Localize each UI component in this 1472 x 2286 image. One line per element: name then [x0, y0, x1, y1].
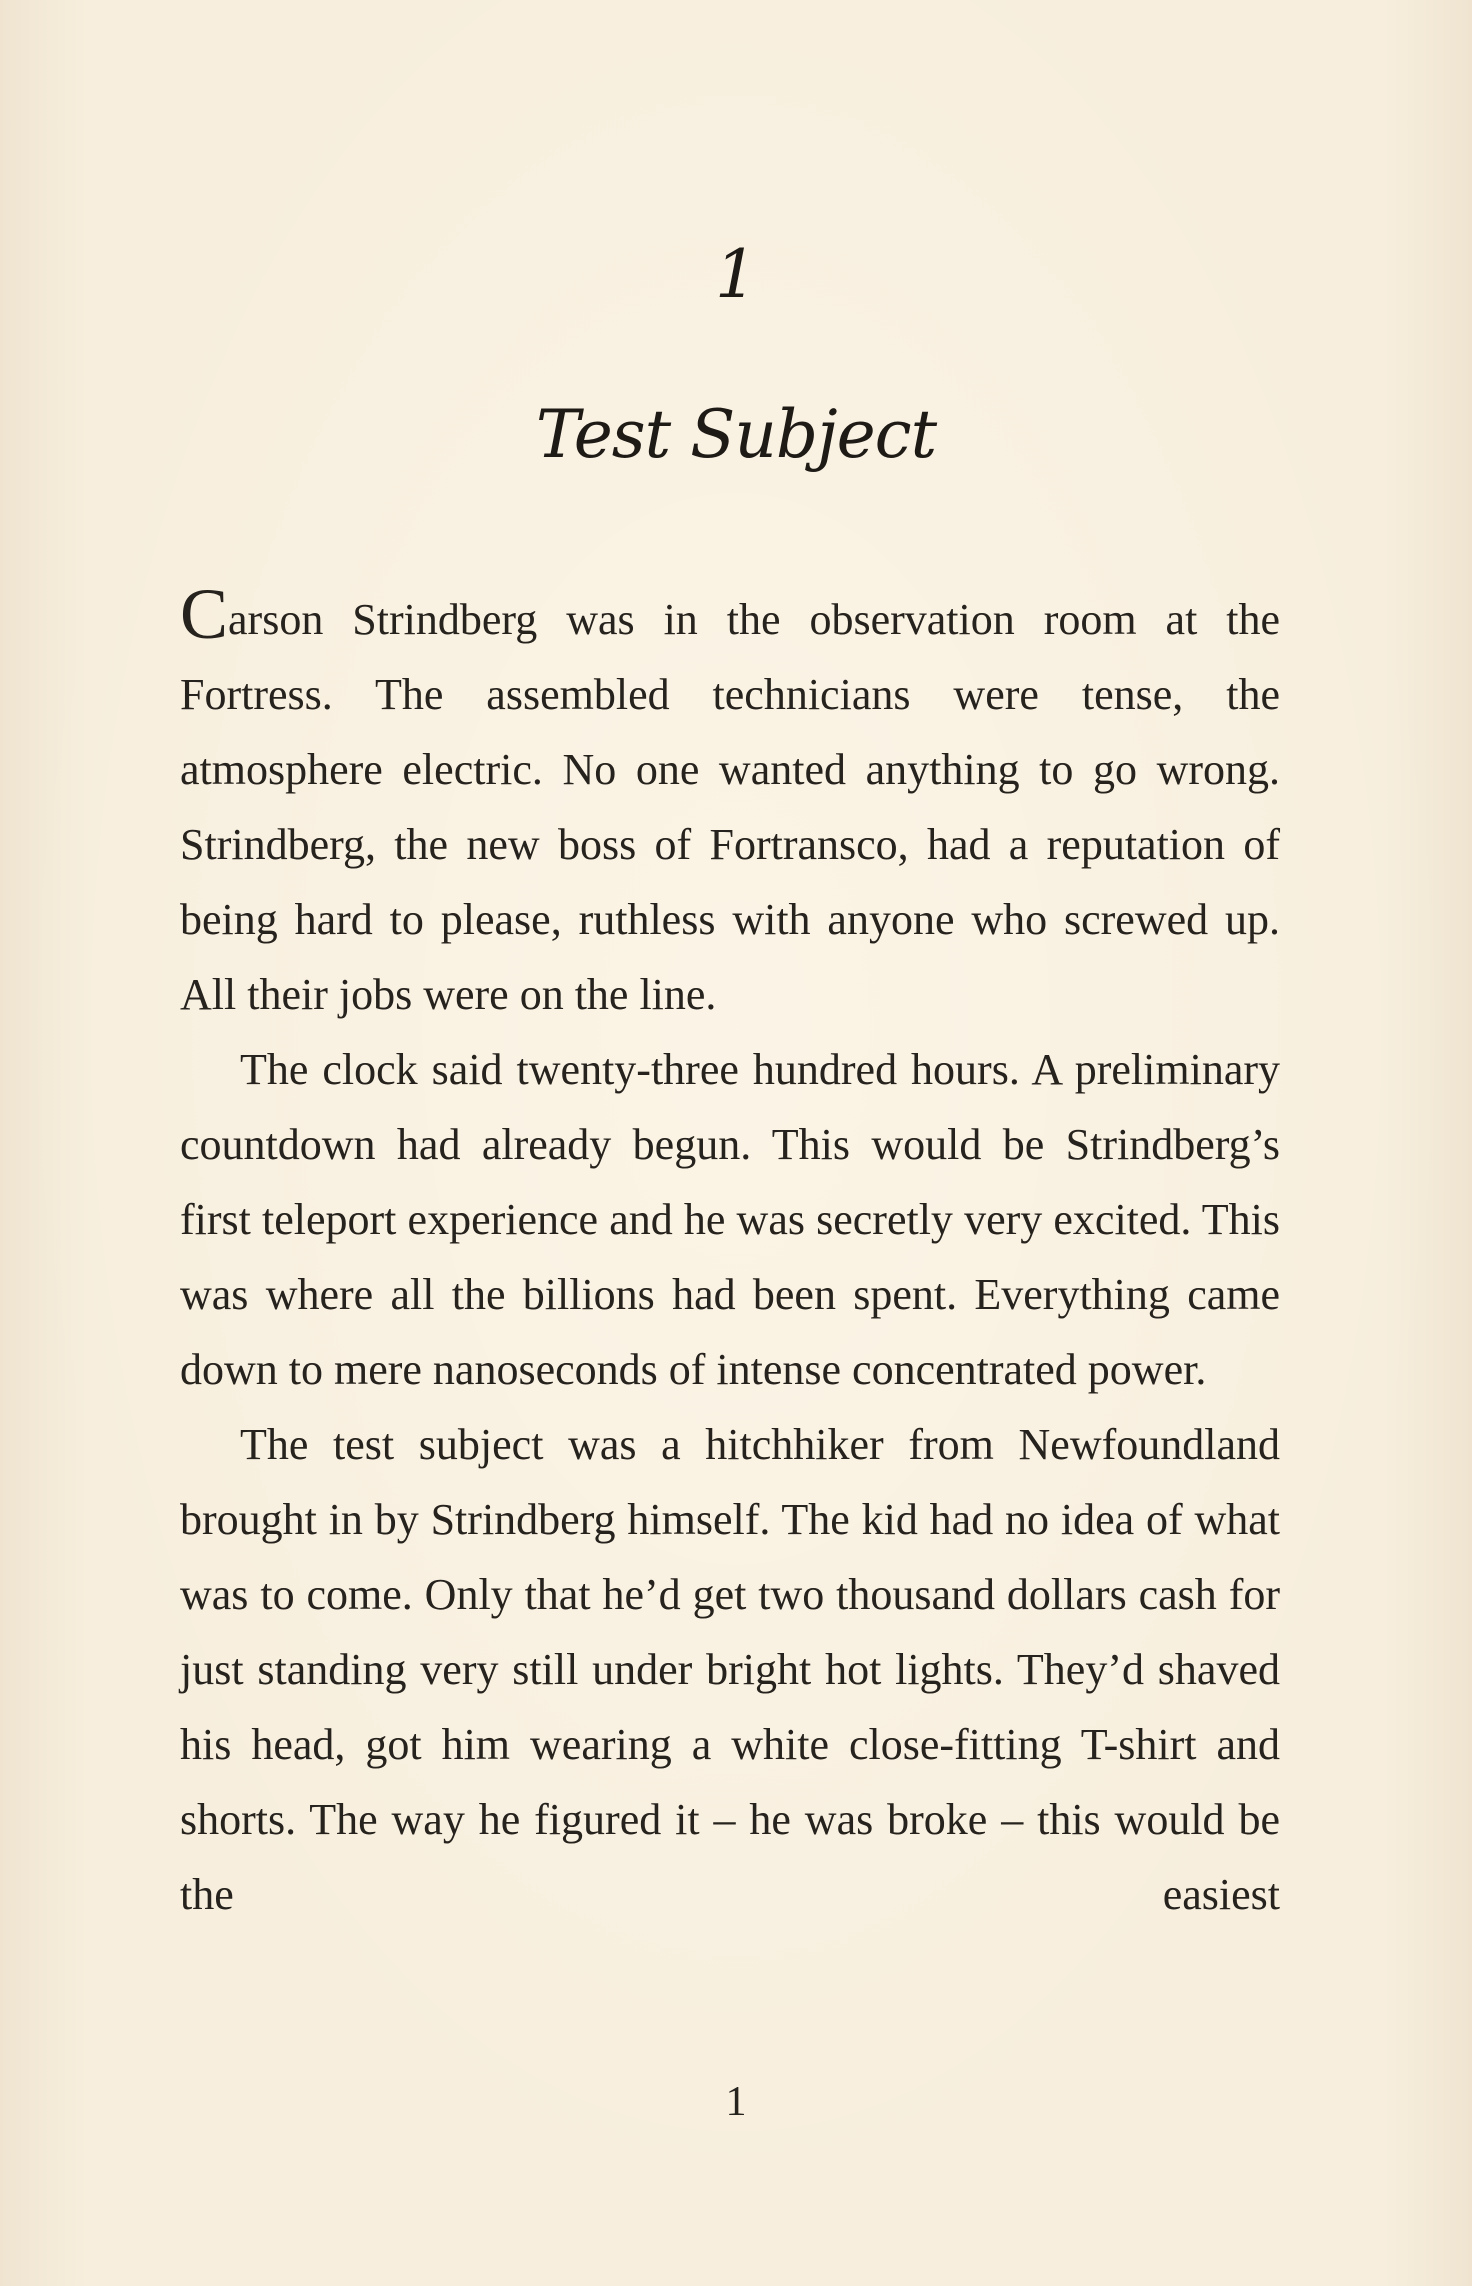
chapter-title: Test Subject [535, 396, 937, 473]
body-text [180, 574, 1280, 1932]
paragraph-2: The clock said twenty-three hundred hours. A preliminary countdown had already begun. This would be Strindberg’s first teleport experience and he was secretly very excited. This was where all the billions had been spent. Everything came down to mere nanoseconds of intense concentrated power. [180, 1045, 1280, 1394]
page-number: 1 [725, 2079, 747, 2125]
paragraph-3: The test subject was a hitchhiker from Newfoundland brought in by Strindberg himself. The kid had no idea of what was to come. Only that he’d get two thousand dollars cash for just standing very still under bright hot lights. They’d shaved his head, got him wearing a white close-fitting T-shirt and shorts. The way he figured it – he was broke – this would be the easiest [180, 1420, 1280, 1919]
drop-cap: C [180, 574, 229, 654]
paragraph-1 [180, 574, 1280, 1032]
chapter-number: 1 [715, 236, 757, 313]
paragraph-1-text: arson Strindberg was in the observation room at the Fortress. The assembled technicians were tense, the atmosphere electric. No one wanted anything to go wrong. Strindberg, the new boss of Fortransco, had a reputation of being hard to please, ruthless with anyone who screwed up. All their jobs were on the line. [180, 595, 1280, 1019]
